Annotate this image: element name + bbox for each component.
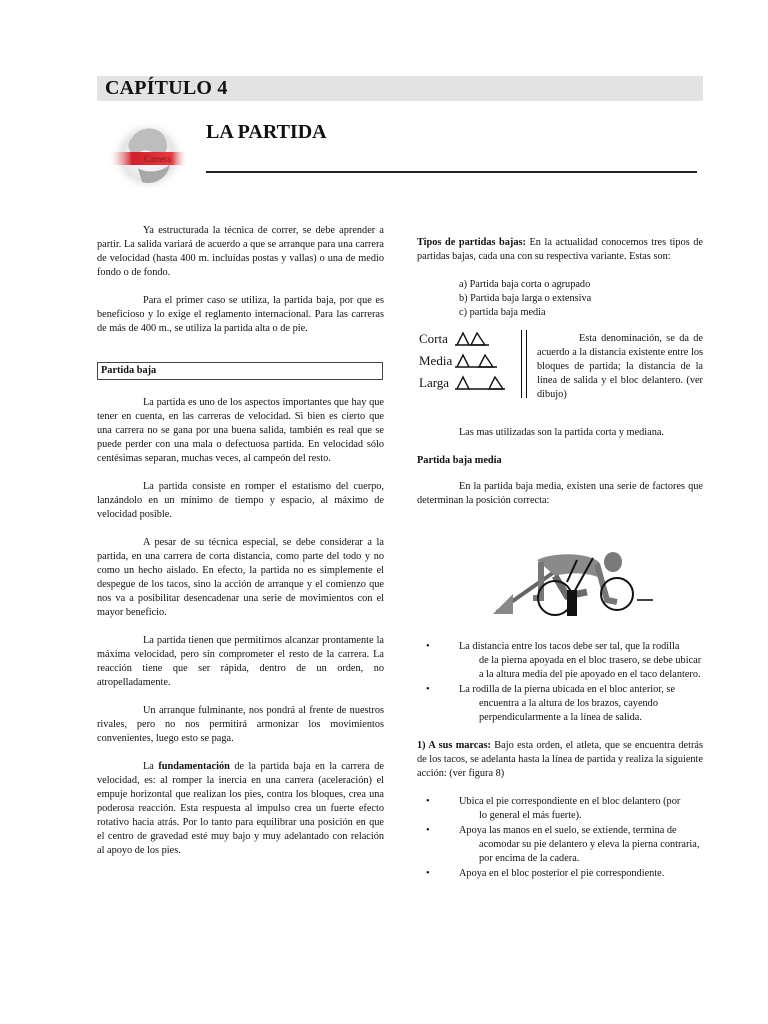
paragraph: Para el primer caso se utiliza, la partida baja, por que es beneficioso y lo exige el reglamento internacional. Para las carreras de más de 400 m., se utiliza la partida alta o de pie.: [97, 295, 384, 334]
type-label-larga: Larga: [419, 375, 450, 390]
section-heading-partida-baja: Partida baja: [97, 362, 383, 380]
paragraph: En la partida baja media, existen una serie de factores que determinan la posición correcta:: [417, 481, 703, 506]
list-item: a) Partida baja corta o agrupado: [459, 279, 591, 290]
type-label-media: Media: [419, 353, 453, 368]
list-item: • Ubica el pie correspondiente en el bloc delantero (por lo general el más fuerte).: [426, 796, 681, 821]
types-description: Esta denominación, se da de acuerdo a la distancia existente entre los bloques de partida; la distancia de la línea de salida y el bloc delantero. (ver dibujo): [537, 333, 703, 400]
chapter-header-bar: [97, 76, 703, 101]
chapter-title: CAPÍTULO 4: [105, 77, 228, 99]
logo-label: Carrera: [144, 154, 171, 164]
blocks-larga-icon: [455, 375, 507, 391]
divider-lines: [521, 330, 527, 398]
right-column: [417, 236, 703, 895]
marcas-list: [417, 795, 703, 881]
list-item: • Apoya en el bloc posterior el pie correspondiente.: [426, 868, 665, 879]
paragraph: A pesar de su técnica especial, se debe considerar a la partida, en una carrera de corta distancia, como parte del todo y no como un hecho aislado. En efecto, la partida no es simplemente el despegue de los tacos, sino la acción de arranque y el comienzo que nos va a posibilitar desencadenar una serie de movimientos con el mayor beneficio.: [97, 537, 384, 618]
sprinter-figure: [417, 522, 703, 622]
paragraph-tipos: Tipos de partidas bajas: En la actualidad conocemos tres tipos de partidas bajas, cada una con su respectiva variante. Estas son:: [417, 237, 704, 262]
paragraph: Un arranque fulminante, nos pondrá al frente de nuestros rivales, pero no nos permitirá armonizar los movimientos convenientes, luego esto se paga.: [97, 705, 384, 744]
section-heading-partida-baja-media: Partida baja media: [417, 455, 502, 466]
sprinter-illustration: [417, 522, 703, 622]
type-label-corta: Corta: [419, 331, 448, 346]
blocks-corta-icon: [455, 331, 505, 347]
page-title: LA PARTIDA: [206, 121, 327, 143]
title-underline: [206, 171, 697, 173]
chapter-logo-image: [104, 118, 188, 198]
paragraph: Ya estructurada la técnica de correr, se debe aprender a partir. La salida variará de acuerdo a que se arranque para una carrera de velocidad (hasta 400 m. incluidas postas y vallas) o una de medio fondo o de fondo.: [97, 225, 384, 278]
left-column: [97, 224, 384, 872]
list-item: • La rodilla de la pierna ubicada en el bloc anterior, se encuentra a la altura de los brazos, cayendo perpendicularmente a la línea de salida.: [426, 684, 676, 723]
blocks-media-icon: [455, 353, 505, 369]
list-item: b) Partida baja larga o extensiva: [459, 293, 592, 304]
paragraph-a-sus-marcas: 1) A sus marcas: Bajo esta orden, el atleta, que se encuentra detrás de los tacos, se adelanta hasta la línea de partida y realiza la siguiente acción: (ver figura 8): [417, 740, 703, 779]
paragraph: La partida consiste en romper el estatismo del cuerpo, lanzándolo en un mínimo de tiempo y espacio, al máximo de velocidad posible.: [97, 481, 384, 520]
list-item: c) partida baja media: [459, 307, 546, 318]
start-types-diagram: [417, 332, 703, 416]
paragraph: La partida es uno de los aspectos importantes que hay que tener en cuenta, en las carreras de velocidad. Si bien es cierto que una carrera no se gana por una buena salida, también es real que se puede perder con una mala o defectuosa partida. En velocidad sólo centésimas separan, muchas veces, al campeón del resto.: [97, 397, 384, 464]
paragraph-fundamentacion: La fundamentación de la partida baja en la carrera de velocidad, es: al romper la inercia en una carrera (aceleración) el empuje horizontal que realizan los pies, contra los bloques, crea una poderosa reacción. Esta respuesta al impulso crea un fuerte efecto rotativo hacia atrás. Por lo tanto para equilibrar una posición en que el centro de gravedad esté muy bajo y muy adelantado con relación al apoyo de los pies.: [97, 761, 384, 856]
types-list: [459, 278, 703, 320]
factors-list: [417, 640, 703, 725]
list-item: • La distancia entre los tacos debe ser tal, que la rodilla de la pierna apoyada en el bloc trasero, se debe ubicar a la altura media del pie apoyado en el taco delantero.: [426, 641, 702, 680]
paragraph: Las mas utilizadas son la partida corta y mediana.: [459, 427, 665, 438]
list-item: • Apoya las manos en el suelo, se extiende, termina de acomodar su pie delantero y eleva la pierna contraria, por encima de la cadera.: [426, 825, 700, 864]
paragraph: La partida tienen que permitirnos alcanzar prontamente la máxima velocidad, pero sin comprometer el resto de la carrera. La reacción tiene que ser rápida, dentro de un orden, no atropelladamente.: [97, 635, 384, 688]
